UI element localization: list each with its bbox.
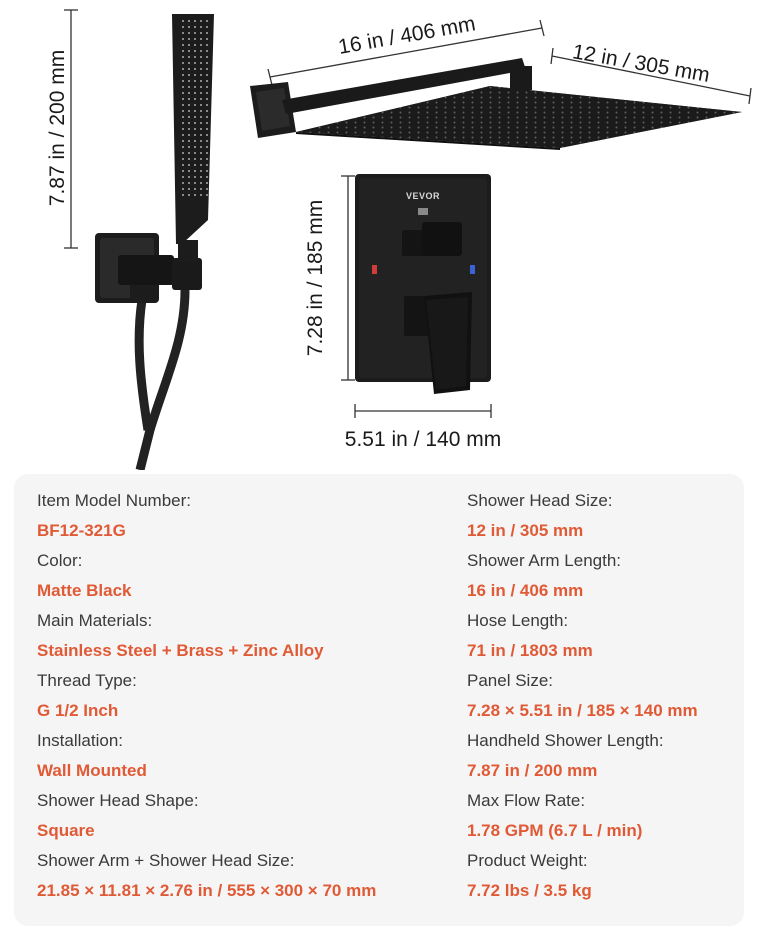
spec-item-color — [37, 546, 376, 606]
spec-value: 7.72 lbs / 3.5 kg — [467, 881, 592, 900]
cold-indicator — [470, 265, 475, 274]
arm-length-label: 16 in / 406 mm — [336, 12, 478, 59]
spec-label: Panel Size: — [467, 671, 553, 690]
spec-item-model — [37, 486, 376, 546]
head-size-label: 12 in / 305 mm — [570, 40, 712, 87]
spec-value: Stainless Steel + Brass + Zinc Alloy — [37, 641, 324, 660]
spec-label: Shower Arm + Shower Head Size: — [37, 851, 295, 870]
hot-indicator — [372, 265, 377, 274]
spec-value: G 1/2 Inch — [37, 701, 119, 720]
spec-item-thread-type — [37, 666, 376, 726]
spec-label: Shower Head Shape: — [37, 791, 199, 810]
spec-value: 1.78 GPM (6.7 L / min) — [467, 821, 643, 840]
panel-brand: VEVOR — [405, 191, 441, 201]
spec-value: 21.85 × 11.81 × 2.76 in / 555 × 300 × 70 mm — [37, 881, 377, 900]
spec-item-flow-rate — [467, 786, 698, 846]
spec-label: Hose Length: — [467, 611, 569, 630]
spec-value: 7.87 in / 200 mm — [467, 761, 598, 780]
panel-width-dimension-line — [355, 404, 491, 418]
spec-item-head-size — [467, 486, 698, 546]
spec-label: Product Weight: — [467, 851, 588, 870]
handheld-length-label: 7.87 in / 200 mm — [46, 49, 69, 207]
spec-value: 71 in / 1803 mm — [467, 641, 593, 660]
spec-label: Shower Head Size: — [467, 491, 613, 510]
spec-item-hose-length — [467, 606, 698, 666]
spec-item-installation — [37, 726, 376, 786]
spec-card — [14, 474, 744, 926]
spec-label: Installation: — [37, 731, 123, 750]
spec-value: 12 in / 305 mm — [467, 521, 584, 540]
spec-label: Color: — [37, 551, 83, 570]
spec-label: Item Model Number: — [37, 491, 191, 510]
spec-value: Matte Black — [37, 581, 132, 600]
spec-item-materials — [37, 606, 376, 666]
spec-label: Thread Type: — [37, 671, 137, 690]
handheld-shower — [95, 14, 214, 470]
spec-column-right — [467, 486, 698, 906]
spec-value: Wall Mounted — [37, 761, 147, 780]
spec-item-arm-head-size — [37, 846, 376, 906]
panel-height-dimension-line — [341, 176, 355, 380]
spec-label: Handheld Shower Length: — [467, 731, 664, 750]
spec-item-arm-length — [467, 546, 698, 606]
spec-value: 7.28 × 5.51 in / 185 × 140 mm — [467, 701, 698, 720]
spec-value: BF12-321G — [37, 521, 126, 540]
panel-logo-icon — [418, 208, 428, 215]
spec-item-panel-size — [467, 666, 698, 726]
spec-value: Square — [37, 821, 95, 840]
spec-item-weight — [467, 846, 698, 906]
spec-label: Shower Arm Length: — [467, 551, 622, 570]
spec-value: 16 in / 406 mm — [467, 581, 584, 600]
valve-trim-panel — [355, 174, 491, 394]
spec-label: Main Materials: — [37, 611, 153, 630]
spec-item-head-shape — [37, 786, 376, 846]
panel-width-label: 5.51 in / 140 mm — [344, 428, 502, 451]
spec-column-left — [37, 486, 376, 906]
spec-item-handheld-length — [467, 726, 698, 786]
panel-height-label: 7.28 in / 185 mm — [304, 199, 327, 357]
spec-label: Max Flow Rate: — [467, 791, 586, 810]
